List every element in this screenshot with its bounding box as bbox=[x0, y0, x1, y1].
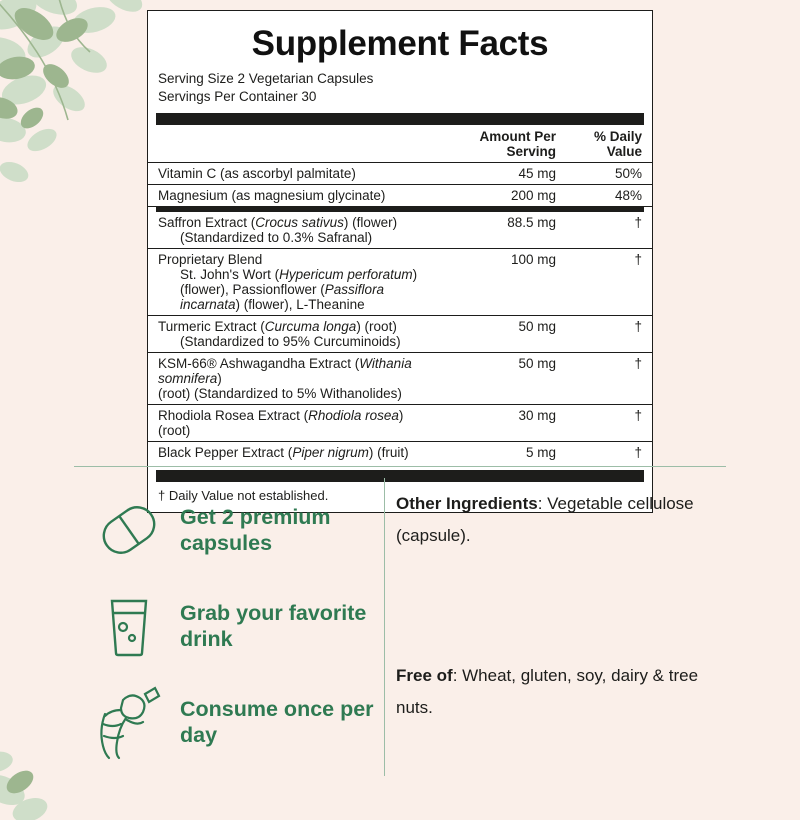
row-name: Vitamin C (as ascorbyl palmitate) bbox=[148, 162, 436, 184]
capsule-icon bbox=[92, 493, 166, 567]
supplement-facts-panel bbox=[147, 10, 653, 513]
table-header-row bbox=[148, 125, 652, 163]
directions-steps bbox=[92, 482, 384, 770]
free-of-label: Free of bbox=[396, 666, 453, 685]
list-item bbox=[92, 482, 384, 578]
row-daily-value: † bbox=[556, 353, 652, 405]
step-label: Grab your favorite drink bbox=[180, 600, 367, 651]
serving-size: Serving Size 2 Vegetarian Capsules bbox=[158, 70, 374, 86]
supplement-facts-table bbox=[148, 125, 652, 207]
serving-info bbox=[148, 70, 652, 106]
row-name: Saffron Extract (Crocus sativus) (flower) (Standardized to 0.3% Safranal) bbox=[148, 212, 436, 249]
section-divider-vertical bbox=[384, 478, 385, 776]
step-label: Consume once per day bbox=[180, 696, 374, 747]
rule-thick-top bbox=[156, 113, 644, 125]
free-of-block bbox=[396, 660, 716, 725]
table-row bbox=[148, 405, 652, 442]
footnote-daily-value: † Daily Value not established. bbox=[158, 488, 329, 504]
rule-thick-bottom bbox=[156, 470, 644, 482]
other-ingredients-text: : Vegetable cellulose (capsule). bbox=[396, 494, 694, 546]
row-name: KSM-66® Ashwagandha Extract (Withania somnifera) (root) (Standardized to 5% Withanolides) bbox=[148, 353, 436, 405]
other-ingredients-block bbox=[396, 488, 716, 553]
table-row bbox=[148, 162, 652, 184]
row-name: Black Pepper Extract (Piper nigrum) (fruit) bbox=[158, 445, 409, 461]
row-amount: 50 mg bbox=[436, 353, 556, 405]
other-ingredients-label: Other Ingredients bbox=[396, 494, 538, 513]
row-name: Magnesium (as magnesium glycinate) bbox=[148, 184, 436, 206]
step-label: Get 2 premium capsules bbox=[180, 504, 331, 555]
person-drinking-icon bbox=[92, 685, 166, 759]
row-amount: 30 mg bbox=[436, 405, 556, 442]
header-amount-per-serving: Amount Per Serving bbox=[436, 125, 556, 163]
section-divider-horizontal bbox=[74, 466, 726, 467]
table-row bbox=[148, 316, 652, 353]
row-name: Rhodiola Rosea Extract (Rhodiola rosea) (root) bbox=[148, 405, 436, 442]
row-amount: 200 mg bbox=[436, 184, 556, 206]
table-row bbox=[148, 212, 652, 249]
header-nutrient bbox=[148, 125, 436, 163]
page-title: Supplement Facts bbox=[251, 24, 549, 63]
table-row bbox=[148, 353, 652, 405]
row-daily-value: † bbox=[634, 445, 642, 461]
row-amount: 5 mg bbox=[525, 445, 556, 461]
row-daily-value: † bbox=[556, 316, 652, 353]
row-name: Turmeric Extract (Curcuma longa) (root) (Standardized to 95% Curcuminoids) bbox=[148, 316, 436, 353]
row-amount: 88.5 mg bbox=[436, 212, 556, 249]
row-amount: 50 mg bbox=[436, 316, 556, 353]
row-name: Proprietary Blend St. John's Wort (Hypericum perforatum) (flower), Passionflower (Passiflora incarnata) (flower), L-Theanine bbox=[148, 249, 436, 316]
list-item bbox=[92, 674, 384, 770]
row-daily-value: † bbox=[556, 212, 652, 249]
table-row bbox=[148, 249, 652, 316]
servings-per-container: Servings Per Container 30 bbox=[158, 88, 317, 104]
list-item bbox=[92, 578, 384, 674]
table-row bbox=[148, 442, 652, 464]
row-daily-value: † bbox=[556, 405, 652, 442]
free-of-text: : Wheat, gluten, soy, dairy & tree nuts. bbox=[396, 666, 699, 718]
row-amount: 45 mg bbox=[436, 162, 556, 184]
row-amount: 100 mg bbox=[436, 249, 556, 316]
glass-of-water-icon bbox=[92, 589, 166, 663]
supplement-facts-table-2 bbox=[148, 212, 652, 463]
row-daily-value: 48% bbox=[556, 184, 652, 206]
row-daily-value: 50% bbox=[556, 162, 652, 184]
row-daily-value: † bbox=[556, 249, 652, 316]
table-row bbox=[148, 184, 652, 206]
leaf-decoration-bottom-left bbox=[0, 670, 100, 820]
header-daily-value: % Daily Value bbox=[556, 125, 652, 163]
